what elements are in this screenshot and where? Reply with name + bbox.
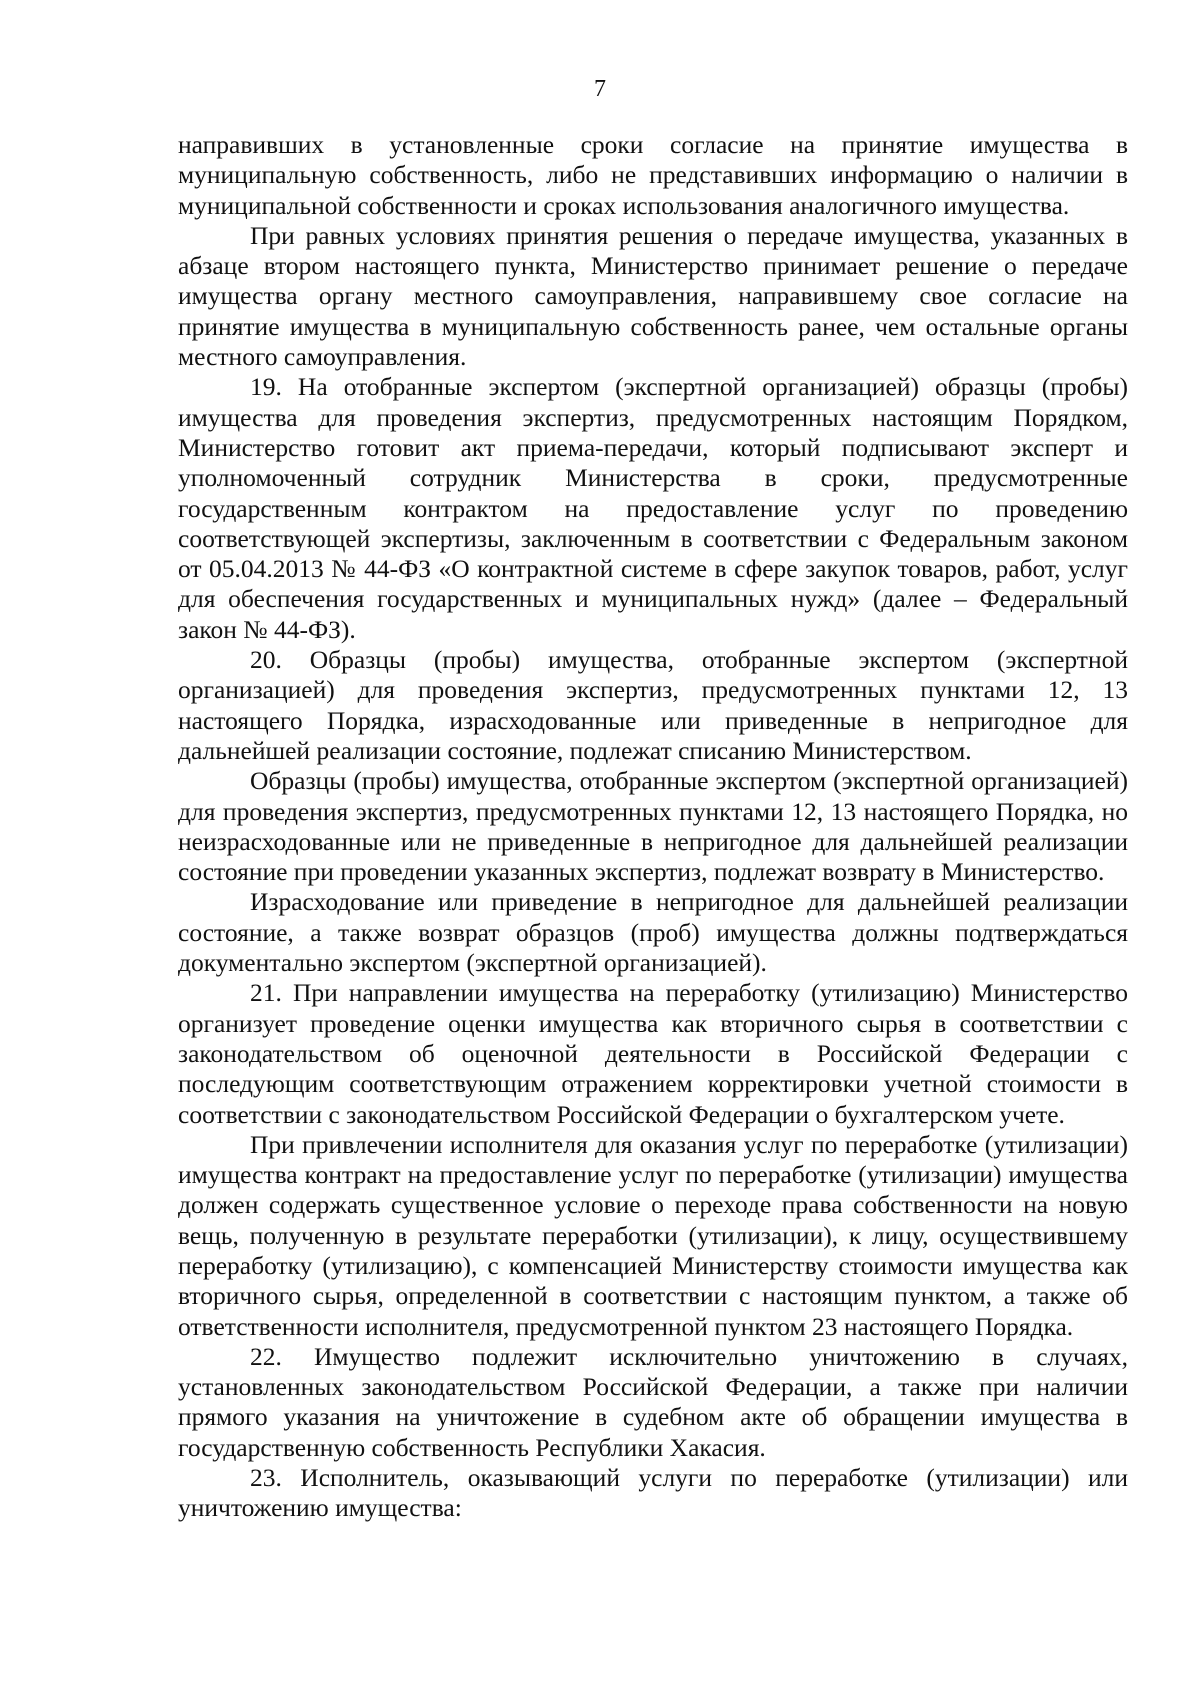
paragraph-samples-return: Образцы (пробы) имущества, отобранные экспертом (экспертной организацией) для проведения экспертиз, предусмотренных пунктами 12, 13 настоящего Порядка, но неизрасходованные или не приведенные в непригодное для дальнейшей реализации состояние при проведении указанных экспертиз, подлежат возврату в Министерство.	[178, 766, 1128, 887]
paragraph-item-20: 20. Образцы (пробы) имущества, отобранные экспертом (экспертной организацией) для проведения экспертиз, предусмотренных пунктами 12, 13 настоящего Порядка, израсходованные или приведенные в непригодное для дальнейшей реализации состояние, подлежат списанию Министерством.	[178, 645, 1128, 765]
paragraph-item-22: 22. Имущество подлежит исключительно уничтожению в случаях, установленных законодательством Российской Федерации, а также при наличии прямого указания на уничтожение в судебном акте об обращении имущества в государственную собственность Республики Хакасия.	[178, 1341, 1128, 1462]
paragraph-item-19: 19. На отобранные экспертом (экспертной организацией) образцы (пробы) имущества для проведения экспертиз, предусмотренных настоящим Порядком, Министерство готовит акт приема-передачи, который подписывают эксперт и уполномоченный сотрудник Министерства в сроки, предусмотренные государственным контрактом на предоставление услуг по проведению соответствующей экспертизы, заключенным в соответствии с Федеральным законом от 05.04.2013 № 44-ФЗ «О контрактной системе в сфере закупок товаров, работ, услуг для обеспечения государственных и муниципальных нужд» (далее – Федеральный закон № 44-ФЗ).	[178, 372, 1128, 644]
paragraph-documentation: Израсходование или приведение в непригодное для дальнейшей реализации состояние, а также возврат образцов (проб) имущества должны подтверждаться документально экспертом (экспертной организацией).	[178, 887, 1128, 978]
paragraph-contractor-contract: При привлечении исполнителя для оказания услуг по переработке (утилизации) имущества контракт на предоставление услуг по переработке (утилизации) имущества должен содержать существенное условие о переходе права собственности на новую вещь, полученную в результате переработки (утилизации), к лицу, осуществившему переработку (утилизацию), с компенсацией Министерству стоимости имущества как вторичного сырья, определенной в соответствии с настоящим пунктом, а также об ответственности исполнителя, предусмотренной пунктом 23 настоящего Порядка.	[178, 1129, 1128, 1341]
paragraph-continuation: направивших в установленные сроки согласие на принятие имущества в муниципальную собственность, либо не представивших информацию о наличии в муниципальной собственности и сроках использования аналогичного имущества.	[178, 130, 1128, 220]
paragraph-equal-conditions: При равных условиях принятия решения о передаче имущества, указанных в абзаце втором настоящего пункта, Министерство принимает решение о передаче имущества органу местного самоуправления, направившему свое согласие на принятие имущества в муниципальную собственность ранее, чем остальные органы местного самоуправления.	[178, 220, 1128, 372]
page-number: 7	[594, 76, 606, 102]
paragraph-item-23: 23. Исполнитель, оказывающий услуги по переработке (утилизации) или уничтожению имущества:	[178, 1463, 1128, 1523]
paragraph-item-21: 21. При направлении имущества на переработку (утилизацию) Министерство организует проведение оценки имущества как вторичного сырья в соответствии с законодательством об оценочной деятельности в Российской Федерации с последующим соответствующим отражением корректировки учетной стоимости в соответствии с законодательством Российской Федерации о бухгалтерском учете.	[178, 978, 1128, 1129]
document-body	[178, 130, 1128, 1524]
